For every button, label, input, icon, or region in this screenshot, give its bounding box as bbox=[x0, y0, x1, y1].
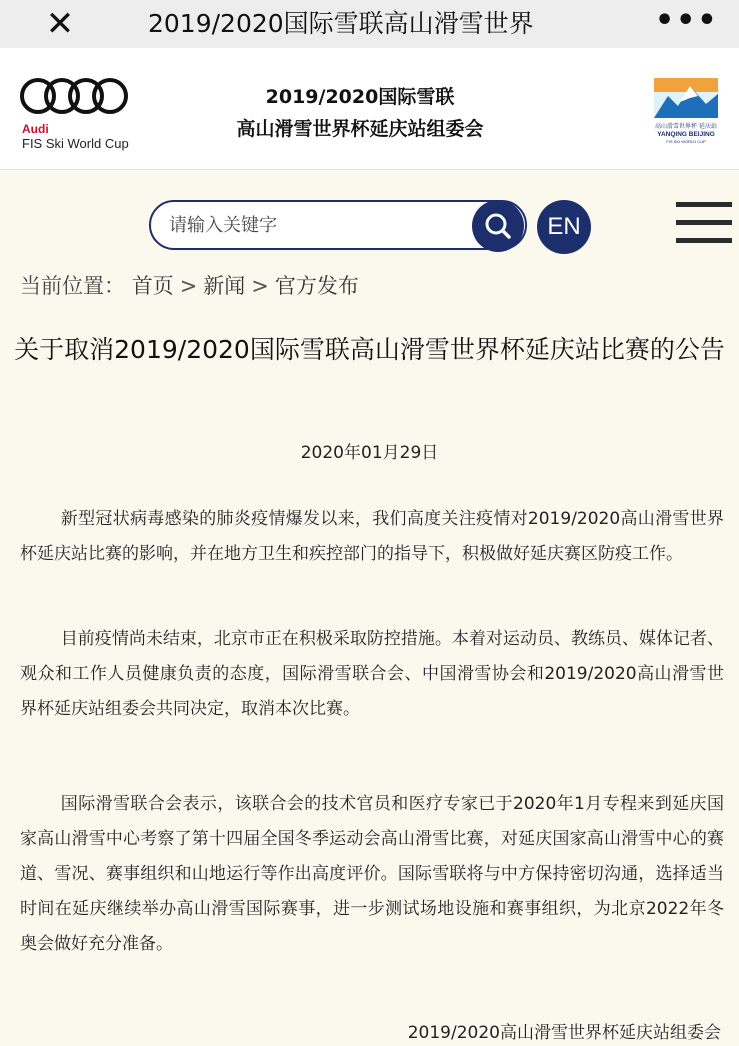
brand-subtitle: FIS Ski World Cup bbox=[22, 136, 129, 151]
close-icon[interactable]: ✕ bbox=[45, 4, 75, 44]
site-header bbox=[0, 48, 739, 170]
breadcrumb-official[interactable]: 官方发布 bbox=[274, 274, 359, 298]
breadcrumb-separator: > bbox=[179, 274, 198, 298]
article-title: 关于取消2019/2020国际雪联高山滑雪世界杯延庆站比赛的公告 bbox=[14, 335, 725, 364]
language-en-button[interactable]: EN bbox=[537, 200, 591, 254]
article-paragraph: 国际滑雪联合会表示，该联合会的技术官员和医疗专家已于2020年1月专程来到延庆国家高山滑雪中心考察了第十四届全国冬季运动会高山滑雪比赛，对延庆国家高山滑雪中心的赛道、雪况、赛事组织和山地运行等作出高度评价。国际雪联将与中方保持密切沟通，选择适当时间在延庆继续举办高山滑雪国际赛事，进一步测试场地设施和赛事组织，为北京2022年冬奥会做好充分准备。 bbox=[20, 794, 724, 954]
article-paragraph: 新型冠状病毒感染的肺炎疫情爆发以来，我们高度关注疫情对2019/2020高山滑雪世界杯延庆站比赛的影响，并在地方卫生和疾控部门的指导下，积极做好延庆赛区防疫工作。 bbox=[20, 509, 724, 564]
header-title-line1: 2019/2020国际雪联 bbox=[265, 86, 455, 108]
menu-icon[interactable] bbox=[676, 202, 732, 246]
browser-top-bar bbox=[0, 0, 739, 48]
search-box bbox=[149, 200, 527, 250]
breadcrumb bbox=[20, 270, 359, 300]
audi-rings-logo bbox=[18, 76, 130, 116]
article-date: 2020年01月29日 bbox=[300, 443, 439, 463]
article-signature: 2019/2020高山滑雪世界杯延庆站组委会 bbox=[407, 1023, 721, 1043]
logo-caption-cn: 高山滑雪世界杯 延庆站 bbox=[655, 123, 717, 130]
browser-title: 2019/2020国际雪联高山滑雪世界 bbox=[148, 9, 534, 38]
breadcrumb-label: 当前位置： bbox=[20, 274, 125, 298]
search-input[interactable] bbox=[169, 202, 469, 248]
logo-caption-en: YANQING BEIJING bbox=[657, 131, 715, 138]
header-title-line2: 高山滑雪世界杯延庆站组委会 bbox=[236, 118, 484, 140]
search-button[interactable] bbox=[472, 200, 524, 252]
breadcrumb-home[interactable]: 首页 bbox=[131, 274, 174, 298]
breadcrumb-news[interactable]: 新闻 bbox=[203, 274, 246, 298]
article-paragraph: 目前疫情尚未结束，北京市正在积极采取防控措施。本着对运动员、教练员、媒体记者、观众和工作人员健康负责的态度，国际滑雪联合会、中国滑雪协会和2019/2020高山滑雪世界杯延庆站组委会共同决定，取消本次比赛。 bbox=[20, 629, 724, 719]
yanqing-logo bbox=[650, 76, 722, 148]
more-icon[interactable]: ••• bbox=[655, 3, 719, 38]
breadcrumb-separator: > bbox=[251, 274, 269, 298]
brand-name: Audi bbox=[22, 122, 49, 136]
logo-caption-small: FIS SKI WORLD CUP bbox=[666, 139, 706, 144]
search-icon bbox=[483, 211, 513, 241]
